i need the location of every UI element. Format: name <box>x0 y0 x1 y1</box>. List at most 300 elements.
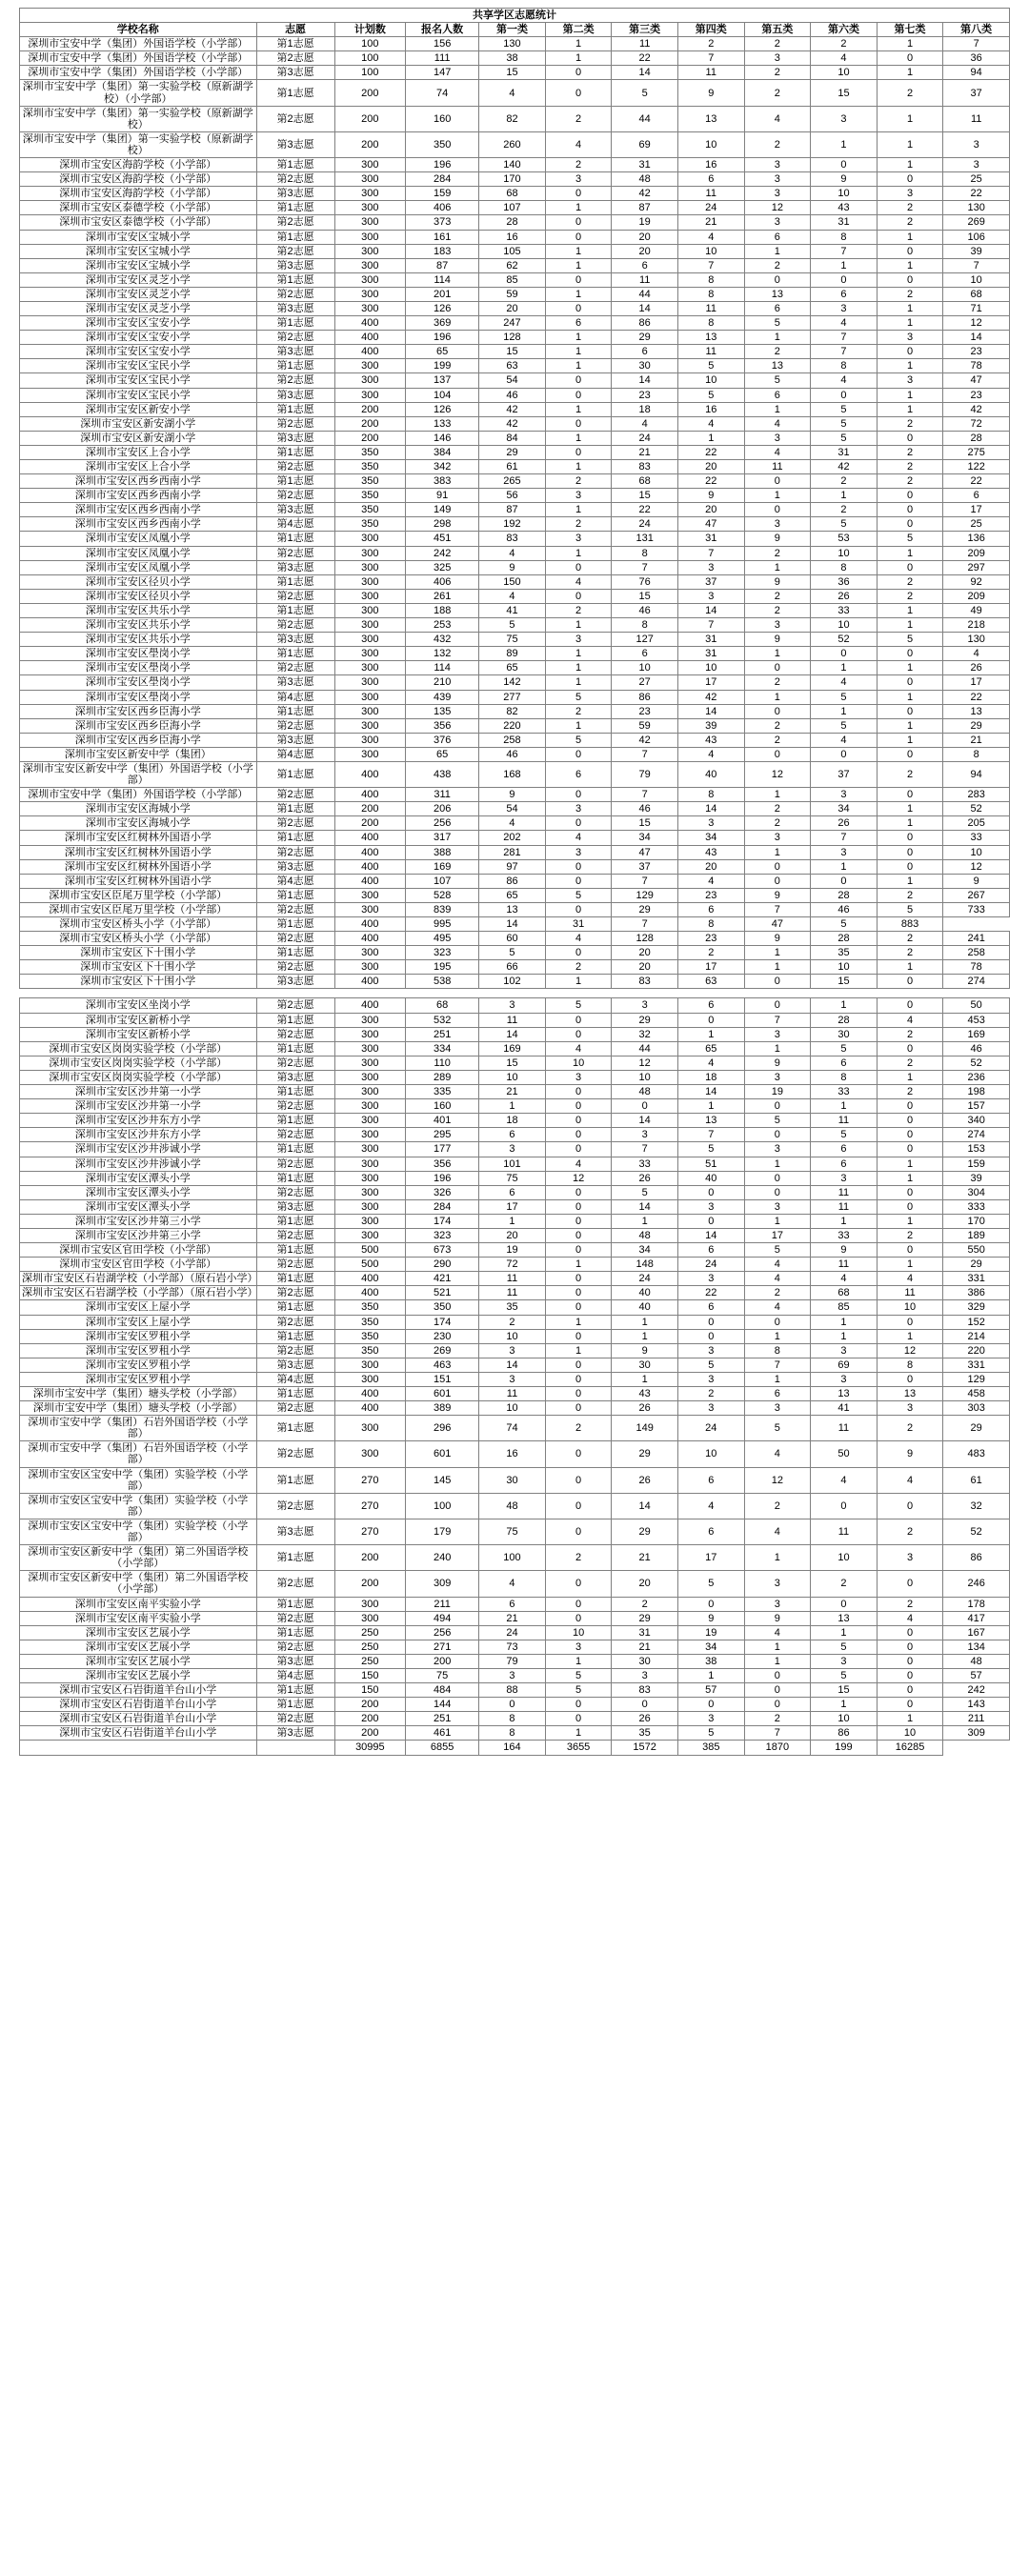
value-cell: 1 <box>877 106 943 131</box>
value-cell: 4 <box>943 647 1010 661</box>
value-cell: 63 <box>479 359 546 373</box>
value-cell: 11 <box>612 37 678 51</box>
table-row <box>20 158 1010 172</box>
value-cell: 8 <box>811 359 878 373</box>
value-cell: 400 <box>334 859 406 874</box>
value-cell: 9 <box>744 932 811 946</box>
preference-cell: 第1志愿 <box>256 230 334 244</box>
value-cell: 3 <box>744 51 811 66</box>
preference-cell: 第3志愿 <box>256 975 334 989</box>
value-cell: 9 <box>744 574 811 589</box>
value-cell: 2 <box>877 474 943 489</box>
value-cell: 5 <box>677 1142 744 1157</box>
table-row <box>20 917 1010 932</box>
value-cell: 0 <box>877 1698 943 1712</box>
value-cell: 0 <box>744 1668 811 1682</box>
value-cell: 2 <box>877 574 943 589</box>
value-cell: 883 <box>877 917 943 932</box>
school-name-cell: 深圳市宝安区新安湖小学 <box>20 431 257 445</box>
value-cell: 71 <box>943 301 1010 315</box>
value-cell: 79 <box>479 1654 546 1668</box>
value-cell: 2 <box>877 946 943 960</box>
value-cell: 0 <box>545 874 612 888</box>
value-cell: 4 <box>744 1625 811 1640</box>
value-cell: 295 <box>406 1128 479 1142</box>
value-cell: 6 <box>943 489 1010 503</box>
value-cell: 2 <box>744 37 811 51</box>
value-cell: 4 <box>811 1467 878 1493</box>
value-cell: 0 <box>744 1171 811 1185</box>
value-cell: 1 <box>877 359 943 373</box>
preference-cell: 第1志愿 <box>256 158 334 172</box>
table-row <box>20 1286 1010 1300</box>
table-row <box>20 574 1010 589</box>
value-cell: 2 <box>744 546 811 560</box>
value-cell: 0 <box>545 66 612 80</box>
value-cell: 65 <box>479 888 546 902</box>
table-row <box>20 517 1010 532</box>
school-name-cell: 深圳市宝安区潭头小学 <box>20 1171 257 1185</box>
preference-cell: 第3志愿 <box>256 1199 334 1214</box>
value-cell: 20 <box>677 460 744 474</box>
value-cell: 4 <box>545 831 612 845</box>
value-cell: 400 <box>334 316 406 331</box>
value-cell: 3 <box>545 845 612 859</box>
value-cell: 143 <box>943 1698 1010 1712</box>
value-cell: 10 <box>811 66 878 80</box>
value-cell: 4 <box>744 1441 811 1467</box>
value-cell: 7 <box>811 244 878 258</box>
value-cell: 211 <box>406 1597 479 1611</box>
preference-cell: 第4志愿 <box>256 1372 334 1386</box>
table-row <box>20 201 1010 215</box>
school-name-cell: 深圳市宝安区泰德学校（小学部） <box>20 215 257 230</box>
value-cell: 42 <box>479 402 546 416</box>
value-cell: 169 <box>943 1027 1010 1041</box>
value-cell: 4 <box>545 932 612 946</box>
value-cell: 29 <box>479 445 546 459</box>
value-cell: 26 <box>811 816 878 831</box>
value-cell: 6 <box>811 1056 878 1070</box>
value-cell: 1 <box>744 690 811 704</box>
value-cell: 300 <box>334 1416 406 1441</box>
value-cell: 1 <box>545 503 612 517</box>
value-cell: 0 <box>677 1315 744 1329</box>
value-cell: 3 <box>811 1343 878 1358</box>
value-cell: 15 <box>811 975 878 989</box>
value-cell: 174 <box>406 1315 479 1329</box>
value-cell: 205 <box>943 816 1010 831</box>
value-cell: 20 <box>677 503 744 517</box>
value-cell: 1 <box>744 788 811 802</box>
table-row <box>20 733 1010 747</box>
value-cell: 1 <box>811 1315 878 1329</box>
value-cell: 9 <box>744 888 811 902</box>
value-cell: 300 <box>334 532 406 546</box>
value-cell: 20 <box>612 1571 678 1597</box>
value-cell: 37 <box>943 80 1010 106</box>
value-cell: 200 <box>334 1571 406 1597</box>
value-cell: 350 <box>406 1300 479 1315</box>
value-cell: 275 <box>943 445 1010 459</box>
value-cell: 389 <box>406 1401 479 1416</box>
school-name-cell: 深圳市宝安区凤凰小学 <box>20 560 257 574</box>
preference-cell: 第2志愿 <box>256 416 334 431</box>
value-cell: 400 <box>334 917 406 932</box>
table-row <box>20 704 1010 718</box>
value-cell: 10 <box>877 1726 943 1741</box>
value-cell: 270 <box>334 1519 406 1544</box>
table-row <box>20 1258 1010 1272</box>
table-row <box>20 345 1010 359</box>
value-cell: 0 <box>877 1114 943 1128</box>
value-cell: 11 <box>677 345 744 359</box>
value-cell: 3 <box>811 1654 878 1668</box>
value-cell: 0 <box>612 1698 678 1712</box>
value-cell: 3 <box>545 1640 612 1654</box>
value-cell: 8 <box>677 287 744 301</box>
value-cell: 9 <box>479 788 546 802</box>
value-cell: 4 <box>545 1157 612 1171</box>
table-row <box>20 1300 1010 1315</box>
value-cell: 6 <box>479 1185 546 1199</box>
value-cell: 300 <box>334 946 406 960</box>
table-row <box>20 244 1010 258</box>
value-cell: 0 <box>612 1099 678 1114</box>
value-cell: 17 <box>479 1199 546 1214</box>
value-cell: 3 <box>612 1668 678 1682</box>
value-cell: 1 <box>744 1640 811 1654</box>
value-cell: 201 <box>406 287 479 301</box>
table-row <box>20 975 1010 989</box>
value-cell: 300 <box>334 201 406 215</box>
value-cell: 1 <box>811 1099 878 1114</box>
value-cell: 11 <box>677 301 744 315</box>
school-name-cell: 深圳市宝安区坐岗小学 <box>20 998 257 1013</box>
value-cell: 8 <box>811 230 878 244</box>
value-cell: 1 <box>545 546 612 560</box>
value-cell: 4 <box>545 1041 612 1056</box>
value-cell: 2 <box>744 1493 811 1519</box>
table-row <box>20 1416 1010 1441</box>
school-name-cell: 深圳市宝安区桥头小学（小学部） <box>20 917 257 932</box>
value-cell: 2 <box>545 1545 612 1571</box>
value-cell: 50 <box>943 998 1010 1013</box>
value-cell: 65 <box>406 747 479 761</box>
value-cell: 199 <box>406 359 479 373</box>
value-cell: 8 <box>612 618 678 633</box>
value-cell: 130 <box>943 633 1010 647</box>
value-cell: 134 <box>943 1640 1010 1654</box>
value-cell: 0 <box>545 1329 612 1343</box>
value-cell: 25 <box>943 517 1010 532</box>
value-cell: 350 <box>334 489 406 503</box>
value-cell: 4 <box>811 675 878 690</box>
value-cell: 11 <box>811 1519 878 1544</box>
value-cell: 251 <box>406 1027 479 1041</box>
table-row <box>20 1027 1010 1041</box>
value-cell: 200 <box>334 816 406 831</box>
value-cell: 3 <box>744 831 811 845</box>
value-cell: 20 <box>612 960 678 975</box>
value-cell: 4 <box>677 747 744 761</box>
value-cell: 200 <box>334 402 406 416</box>
value-cell: 23 <box>677 932 744 946</box>
value-cell: 400 <box>334 1272 406 1286</box>
value-cell: 6 <box>811 1142 878 1157</box>
preference-cell: 第3志愿 <box>256 301 334 315</box>
value-cell: 19 <box>612 215 678 230</box>
value-cell: 6 <box>744 388 811 402</box>
value-cell: 300 <box>334 272 406 287</box>
value-cell: 196 <box>406 158 479 172</box>
value-cell: 1 <box>877 258 943 272</box>
school-name-cell: 深圳市宝安区凤凰小学 <box>20 546 257 560</box>
preference-cell: 第1志愿 <box>256 1243 334 1258</box>
value-cell: 3 <box>677 816 744 831</box>
value-cell: 0 <box>545 1441 612 1467</box>
value-cell: 401 <box>406 1114 479 1128</box>
column-header-type-1: 第一类 <box>479 23 546 37</box>
value-cell: 149 <box>612 1416 678 1441</box>
value-cell: 79 <box>612 761 678 787</box>
value-cell: 129 <box>612 888 678 902</box>
value-cell: 33 <box>811 1228 878 1242</box>
value-cell: 39 <box>943 1171 1010 1185</box>
preference-cell: 第1志愿 <box>256 1698 334 1712</box>
value-cell: 500 <box>334 1258 406 1272</box>
school-name-cell: 深圳市宝安区沙井东方小学 <box>20 1128 257 1142</box>
value-cell: 0 <box>545 1272 612 1286</box>
value-cell: 39 <box>677 718 744 733</box>
preference-cell: 第3志愿 <box>256 633 334 647</box>
value-cell: 3 <box>744 215 811 230</box>
value-cell: 303 <box>943 1401 1010 1416</box>
value-cell: 14 <box>612 1199 678 1214</box>
value-cell: 12 <box>612 1056 678 1070</box>
value-cell: 4 <box>744 106 811 131</box>
school-name-cell: 深圳市宝安区宝民小学 <box>20 373 257 388</box>
value-cell: 86 <box>612 316 678 331</box>
value-cell: 200 <box>334 1545 406 1571</box>
value-cell: 75 <box>406 1668 479 1682</box>
value-cell: 5 <box>545 1668 612 1682</box>
preference-cell: 第1志愿 <box>256 704 334 718</box>
school-name-cell: 深圳市宝安区西乡西南小学 <box>20 474 257 489</box>
value-cell: 3 <box>811 1372 878 1386</box>
value-cell: 274 <box>943 1128 1010 1142</box>
value-cell: 1 <box>744 244 811 258</box>
value-cell: 0 <box>545 1128 612 1142</box>
table-row <box>20 1199 1010 1214</box>
school-name-cell: 深圳市宝安区新安中学（集团）第二外国语学校（小学部） <box>20 1571 257 1597</box>
value-cell: 0 <box>877 560 943 574</box>
value-cell: 200 <box>334 431 406 445</box>
preference-cell: 第3志愿 <box>256 733 334 747</box>
column-header-type-7: 第七类 <box>877 23 943 37</box>
value-cell: 300 <box>334 1128 406 1142</box>
table-row <box>20 1493 1010 1519</box>
total-value-cell <box>256 1741 334 1755</box>
value-cell: 46 <box>479 388 546 402</box>
preference-cell: 第2志愿 <box>256 1611 334 1625</box>
value-cell: 350 <box>334 1343 406 1358</box>
value-cell: 1 <box>545 37 612 51</box>
value-cell: 9 <box>811 1243 878 1258</box>
value-cell: 0 <box>744 1185 811 1199</box>
column-header-applicants: 报名人数 <box>406 23 479 37</box>
school-name-cell: 深圳市宝安区沙井涉诚小学 <box>20 1142 257 1157</box>
value-cell: 0 <box>545 816 612 831</box>
value-cell: 400 <box>334 331 406 345</box>
value-cell: 53 <box>811 532 878 546</box>
table-row <box>20 1467 1010 1493</box>
value-cell: 30 <box>612 1358 678 1372</box>
value-cell: 210 <box>406 675 479 690</box>
value-cell: 3 <box>479 1668 546 1682</box>
school-name-cell: 深圳市宝安区石岩湖学校（小学部）（原石岩小学） <box>20 1286 257 1300</box>
school-name-cell: 深圳市宝安区壆岗小学 <box>20 661 257 675</box>
value-cell: 0 <box>545 416 612 431</box>
preference-cell: 第2志愿 <box>256 718 334 733</box>
value-cell: 1 <box>744 960 811 975</box>
value-cell: 41 <box>479 603 546 617</box>
school-name-cell: 深圳市宝安区海韵学校（小学部） <box>20 158 257 172</box>
value-cell: 144 <box>406 1698 479 1712</box>
value-cell: 3 <box>677 1401 744 1416</box>
value-cell: 300 <box>334 633 406 647</box>
value-cell: 9 <box>612 1343 678 1358</box>
total-value-cell: 16285 <box>877 1741 943 1755</box>
value-cell: 0 <box>545 1401 612 1416</box>
table-row <box>20 747 1010 761</box>
table-row <box>20 1013 1010 1027</box>
school-name-cell: 深圳市宝安区新桥小学 <box>20 1013 257 1027</box>
school-name-cell: 深圳市宝安区沙井第三小学 <box>20 1228 257 1242</box>
preference-cell: 第2志愿 <box>256 1441 334 1467</box>
value-cell: 1 <box>545 345 612 359</box>
value-cell: 36 <box>943 51 1010 66</box>
value-cell: 27 <box>612 675 678 690</box>
value-cell: 38 <box>479 51 546 66</box>
value-cell: 69 <box>612 131 678 157</box>
value-cell: 22 <box>612 503 678 517</box>
value-cell: 6 <box>612 647 678 661</box>
value-cell: 220 <box>479 718 546 733</box>
value-cell: 214 <box>943 1329 1010 1343</box>
school-name-cell: 深圳市宝安中学（集团）塘头学校（小学部） <box>20 1401 257 1416</box>
value-cell: 0 <box>677 1214 744 1228</box>
school-name-cell: 深圳市宝安区上合小学 <box>20 445 257 459</box>
value-cell: 0 <box>877 675 943 690</box>
value-cell: 65 <box>677 1041 744 1056</box>
table-row <box>20 1041 1010 1056</box>
shared-school-district-preference-table <box>19 8 1010 1756</box>
value-cell: 42 <box>612 187 678 201</box>
value-cell: 1 <box>545 1343 612 1358</box>
value-cell: 0 <box>545 187 612 201</box>
value-cell: 12 <box>943 859 1010 874</box>
school-name-cell: 深圳市宝安区下十围小学 <box>20 946 257 960</box>
value-cell: 16 <box>677 158 744 172</box>
table-row <box>20 546 1010 560</box>
value-cell: 100 <box>406 1493 479 1519</box>
value-cell: 1 <box>545 1726 612 1741</box>
value-cell: 33 <box>811 1085 878 1099</box>
value-cell: 1 <box>677 1099 744 1114</box>
value-cell: 0 <box>744 1099 811 1114</box>
value-cell: 13 <box>877 1387 943 1401</box>
value-cell: 2 <box>877 416 943 431</box>
preference-cell: 第1志愿 <box>256 946 334 960</box>
value-cell: 32 <box>612 1027 678 1041</box>
value-cell: 300 <box>334 718 406 733</box>
value-cell: 0 <box>744 998 811 1013</box>
school-name-cell: 深圳市宝安区石岩街道羊台山小学 <box>20 1712 257 1726</box>
value-cell: 5 <box>811 1128 878 1142</box>
value-cell: 2 <box>811 1571 878 1597</box>
preference-cell: 第1志愿 <box>256 574 334 589</box>
value-cell: 406 <box>406 201 479 215</box>
school-name-cell: 深圳市宝安区石岩街道羊台山小学 <box>20 1726 257 1741</box>
value-cell: 483 <box>943 1441 1010 1467</box>
school-name-cell: 深圳市宝安中学（集团）第一实验学校（原新湖学校） <box>20 131 257 157</box>
value-cell: 521 <box>406 1286 479 1300</box>
value-cell: 132 <box>406 647 479 661</box>
value-cell: 601 <box>406 1441 479 1467</box>
school-name-cell: 深圳市宝安区新安小学 <box>20 402 257 416</box>
column-header-type-3: 第三类 <box>612 23 678 37</box>
value-cell: 300 <box>334 1013 406 1027</box>
value-cell: 57 <box>943 1668 1010 1682</box>
value-cell: 13 <box>677 106 744 131</box>
preference-cell: 第3志愿 <box>256 675 334 690</box>
value-cell: 1 <box>877 1171 943 1185</box>
value-cell: 2 <box>811 503 878 517</box>
value-cell: 0 <box>877 244 943 258</box>
preference-cell: 第1志愿 <box>256 647 334 661</box>
value-cell: 1 <box>479 1214 546 1228</box>
value-cell: 74 <box>406 80 479 106</box>
value-cell: 240 <box>406 1545 479 1571</box>
school-name-cell: 深圳市宝安区宝城小学 <box>20 244 257 258</box>
value-cell: 9 <box>877 1441 943 1467</box>
value-cell: 8 <box>677 788 744 802</box>
value-cell: 0 <box>677 1597 744 1611</box>
value-cell: 31 <box>612 1625 678 1640</box>
value-cell: 4 <box>744 445 811 459</box>
value-cell: 0 <box>677 1698 744 1712</box>
value-cell: 48 <box>943 1654 1010 1668</box>
value-cell: 1 <box>877 603 943 617</box>
value-cell: 400 <box>334 975 406 989</box>
value-cell: 1 <box>877 301 943 315</box>
value-cell: 0 <box>744 474 811 489</box>
preference-cell: 第2志愿 <box>256 661 334 675</box>
value-cell: 0 <box>545 1467 612 1493</box>
table-row <box>20 888 1010 902</box>
value-cell: 5 <box>877 633 943 647</box>
value-cell: 331 <box>943 1272 1010 1286</box>
value-cell: 300 <box>334 733 406 747</box>
value-cell: 9 <box>677 489 744 503</box>
value-cell: 300 <box>334 1228 406 1242</box>
value-cell: 29 <box>943 718 1010 733</box>
value-cell: 14 <box>479 1358 546 1372</box>
value-cell: 5 <box>877 532 943 546</box>
table-row <box>20 431 1010 445</box>
value-cell: 72 <box>479 1258 546 1272</box>
